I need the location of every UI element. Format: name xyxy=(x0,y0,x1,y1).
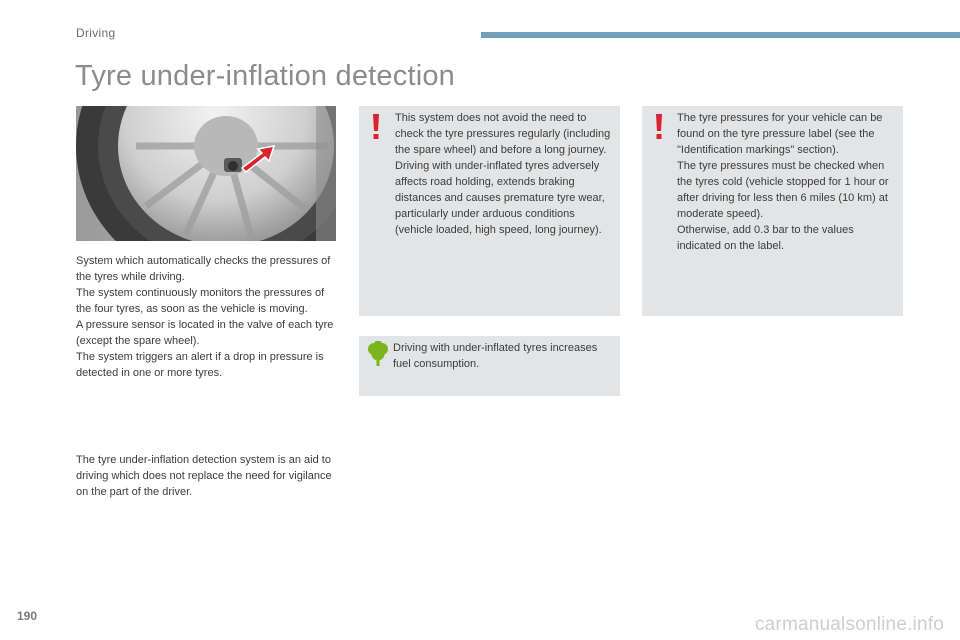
page-number: 190 xyxy=(17,609,38,623)
page-title: Tyre under-inflation detection xyxy=(75,60,455,92)
warning-right-paragraph: The tyre pressures must be checked when the tyres cold (vehicle stopped for 1 hour or after driving for less then 6 miles (10 km) at moderate speed). xyxy=(677,160,889,220)
warning-right-paragraph: The tyre pressures for your vehicle can be found on the tyre pressure label (see the "Identification markings" section). xyxy=(677,112,883,156)
intro-text xyxy=(76,253,338,381)
intro-paragraph: The system triggers an alert if a drop in pressure is detected in one or more tyres. xyxy=(76,351,324,379)
intro-paragraph: A pressure sensor is located in the valve of each tyre (except the spare wheel). xyxy=(76,319,334,347)
header-accent-bar xyxy=(481,32,960,38)
tyre-valve-photo xyxy=(76,106,336,241)
warning-box-middle xyxy=(359,106,620,316)
eco-note-text: Driving with under-inflated tyres increases fuel consumption. xyxy=(393,342,598,370)
exclamation-icon xyxy=(371,114,381,140)
aid-note xyxy=(76,452,338,500)
aid-note-text: The tyre under-inflation detection system is an aid to driving which does not replace the need for vigilance on the part of the driver. xyxy=(76,454,332,498)
warning-middle-paragraph: This system does not avoid the need to check the tyre pressures regularly (including the spare wheel) and before a long journey. xyxy=(395,112,611,156)
watermark: carmanualsonline.info xyxy=(754,614,944,635)
intro-paragraph: The system continuously monitors the pressures of the four tyres, as soon as the vehicle is moving. xyxy=(76,287,325,315)
section-label: Driving xyxy=(76,26,116,40)
warning-middle-paragraph: Driving with under-inflated tyres adversely affects road holding, extends braking distances and causes premature tyre wear, particularly under arduous conditions (vehicle loaded, high speed, long journey). xyxy=(395,160,605,236)
eco-tree-icon xyxy=(366,341,390,367)
eco-note-box xyxy=(359,336,620,396)
intro-paragraph: System which automatically checks the pressures of the tyres while driving. xyxy=(76,255,331,283)
warning-box-right xyxy=(642,106,903,316)
warning-right-paragraph: Otherwise, add 0.3 bar to the values indicated on the label. xyxy=(677,224,854,252)
exclamation-icon xyxy=(654,114,664,140)
